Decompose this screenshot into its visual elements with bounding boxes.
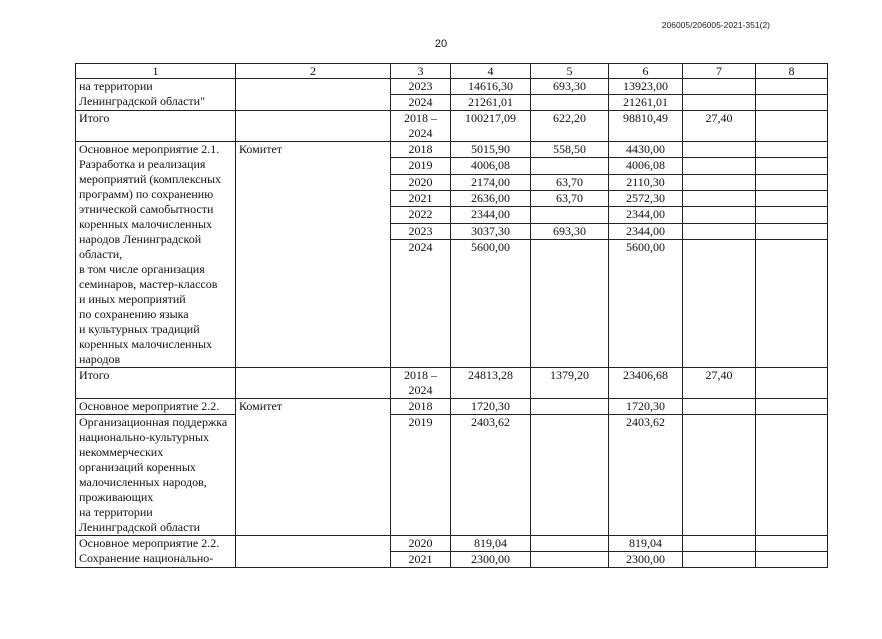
activity-description: Основное мероприятие 2.2. Сохранение национально- [76,536,236,568]
total-label: Итого [76,111,236,142]
other-cell [756,190,828,206]
federal-cell [531,536,609,552]
regional-cell: 13923,00 [609,79,683,95]
other-cell [756,223,828,239]
regional-cell: 2403,62 [609,415,683,536]
total-cell: 24813,28 [451,368,531,399]
year-range-cell: 2018 – 2024 [391,368,451,399]
local-cell [683,158,756,174]
total-cell: 2636,00 [451,190,531,206]
total-cell: 4006,08 [451,158,531,174]
other-cell [756,111,828,142]
regional-cell: 2572,30 [609,190,683,206]
column-header: 7 [683,64,756,79]
activity-description: Организационная поддержка национально-культурных некоммерческих организаций коренных малочисленных народов, проживающих на территории Ленинградской области [76,415,236,536]
federal-cell [531,207,609,223]
local-cell [683,240,756,368]
total-cell: 819,04 [451,536,531,552]
other-cell [756,142,828,158]
year-cell: 2023 [391,223,451,239]
federal-cell: 1379,20 [531,368,609,399]
other-cell [756,368,828,399]
regional-cell: 2344,00 [609,207,683,223]
executor-cell [236,79,391,111]
regional-cell: 2110,30 [609,174,683,190]
regional-cell: 2300,00 [609,552,683,568]
other-cell [756,95,828,111]
regional-cell: 1720,30 [609,399,683,415]
local-cell: 27,40 [683,368,756,399]
total-cell: 21261,01 [451,95,531,111]
federal-cell: 693,30 [531,223,609,239]
other-cell [756,240,828,368]
year-cell: 2020 [391,536,451,552]
other-cell [756,399,828,415]
local-cell [683,207,756,223]
other-cell [756,79,828,95]
total-row [76,111,828,142]
table-row [76,536,828,552]
year-cell: 2024 [391,95,451,111]
federal-cell: 558,50 [531,142,609,158]
local-cell [683,79,756,95]
page-number: 20 [434,38,448,50]
table-row [76,79,828,95]
local-cell [683,415,756,536]
activity-description: на территории Ленинградской области" [76,79,236,111]
local-cell [683,95,756,111]
total-cell: 5015,90 [451,142,531,158]
other-cell [756,158,828,174]
column-header: 2 [236,64,391,79]
total-cell: 14616,30 [451,79,531,95]
other-cell [756,415,828,536]
year-cell: 2023 [391,79,451,95]
year-cell: 2021 [391,190,451,206]
federal-cell: 693,30 [531,79,609,95]
federal-cell [531,95,609,111]
other-cell [756,536,828,552]
document-code: 206005/206005-2021-351(2) [661,20,770,30]
other-cell [756,552,828,568]
local-cell [683,190,756,206]
executor-cell: Комитет [236,399,391,536]
local-cell [683,399,756,415]
total-row [76,368,828,399]
year-cell: 2018 [391,142,451,158]
year-cell: 2022 [391,207,451,223]
column-header: 8 [756,64,828,79]
total-cell: 2344,00 [451,207,531,223]
total-cell: 5600,00 [451,240,531,368]
year-cell: 2018 [391,399,451,415]
year-cell: 2019 [391,415,451,536]
local-cell: 27,40 [683,111,756,142]
activity-title: Основное мероприятие 2.2. [76,399,236,415]
year-cell: 2024 [391,240,451,368]
federal-cell [531,552,609,568]
local-cell [683,142,756,158]
year-range-cell: 2018 – 2024 [391,111,451,142]
regional-cell: 4006,08 [609,158,683,174]
federal-cell [531,415,609,536]
year-cell: 2019 [391,158,451,174]
federal-cell [531,158,609,174]
federal-cell: 63,70 [531,190,609,206]
table-row [76,399,828,415]
federal-cell: 622,20 [531,111,609,142]
total-label: Итого [76,368,236,399]
local-cell [683,552,756,568]
total-cell: 2403,62 [451,415,531,536]
header-row [76,64,828,79]
executor-cell [236,111,391,142]
column-header: 1 [76,64,236,79]
column-header: 3 [391,64,451,79]
local-cell [683,223,756,239]
regional-cell: 98810,49 [609,111,683,142]
column-header: 6 [609,64,683,79]
total-cell: 1720,30 [451,399,531,415]
total-cell: 100217,09 [451,111,531,142]
budget-table [75,63,828,568]
total-cell: 3037,30 [451,223,531,239]
table-row [76,142,828,158]
federal-cell: 63,70 [531,174,609,190]
other-cell [756,174,828,190]
activity-description: Основное мероприятие 2.1. Разработка и реализация мероприятий (комплексных программ) по сохранению этнической самобытности коренных малочисленных народов Ленинградской области, в том числе организация семинаров, мастер-классов и иных мероприятий по сохранению языка и культурных традиций коренных малочисленных народов [76,142,236,368]
federal-cell [531,240,609,368]
federal-cell [531,399,609,415]
other-cell [756,207,828,223]
regional-cell: 21261,01 [609,95,683,111]
regional-cell: 5600,00 [609,240,683,368]
regional-cell: 4430,00 [609,142,683,158]
column-header: 5 [531,64,609,79]
regional-cell: 819,04 [609,536,683,552]
executor-cell [236,368,391,399]
executor-cell: Комитет [236,142,391,368]
executor-cell [236,536,391,568]
year-cell: 2021 [391,552,451,568]
local-cell [683,174,756,190]
regional-cell: 2344,00 [609,223,683,239]
local-cell [683,536,756,552]
total-cell: 2174,00 [451,174,531,190]
year-cell: 2020 [391,174,451,190]
table-row [76,415,828,536]
column-header: 4 [451,64,531,79]
total-cell: 2300,00 [451,552,531,568]
regional-cell: 23406,68 [609,368,683,399]
